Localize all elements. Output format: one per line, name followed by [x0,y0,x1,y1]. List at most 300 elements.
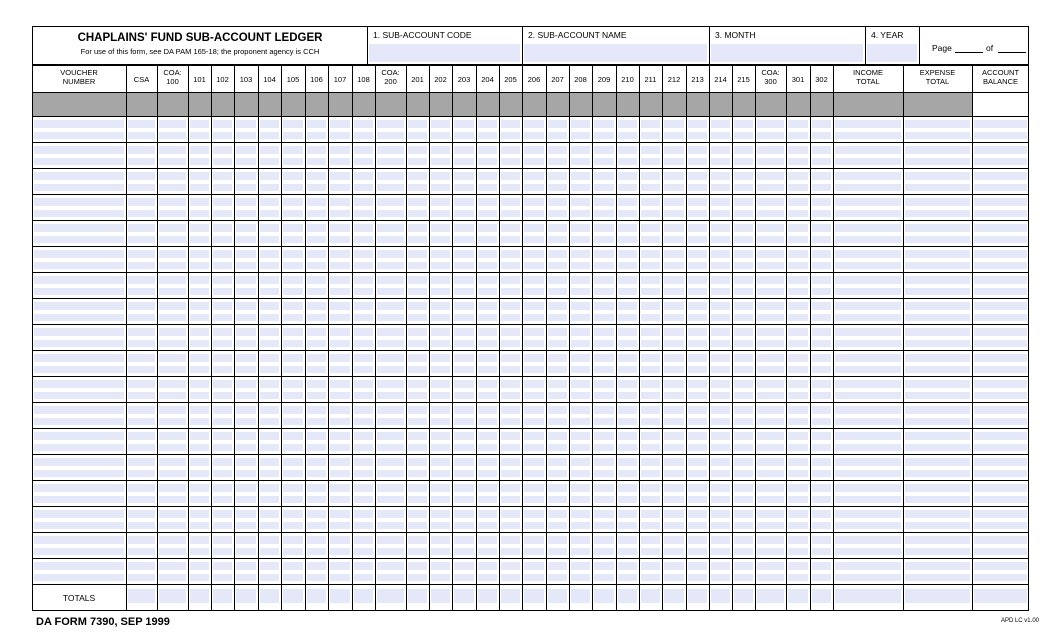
ledger-cell-fill[interactable] [548,262,567,269]
ledger-cell-fill[interactable] [501,366,520,373]
ledger-cell-fill[interactable] [454,224,474,232]
ledger-cell-fill[interactable] [812,184,831,191]
ledger-cell-fill[interactable] [524,198,544,206]
ledger-cell-fill[interactable] [734,548,753,555]
ledger-cell-fill[interactable] [34,380,124,388]
ledger-cell-fill[interactable] [307,418,326,425]
ledger-cell-fill[interactable] [974,262,1027,269]
ledger-cell-fill[interactable] [236,262,256,269]
ledger-cell-fill[interactable] [688,328,707,336]
ledger-cell-fill[interactable] [408,470,427,477]
ledger-cell-fill[interactable] [571,458,590,466]
ledger-cell-fill[interactable] [159,574,186,581]
ledger-cell-fill[interactable] [283,496,303,503]
ledger-cell-fill[interactable] [128,146,155,154]
ledger-cell-fill[interactable] [283,224,303,232]
page-number-input[interactable] [955,52,983,53]
ledger-cell-fill[interactable] [571,288,590,295]
ledger-cell-fill[interactable] [905,262,970,269]
ledger-cell-fill[interactable] [501,276,520,284]
ledger-cell-fill[interactable] [974,288,1027,295]
ledger-cell-fill[interactable] [431,432,450,440]
ledger-cell-fill[interactable] [408,392,427,399]
ledger-cell-fill[interactable] [664,536,684,544]
totals-cell-fill[interactable] [128,589,155,603]
ledger-cell-fill[interactable] [260,470,279,477]
ledger-cell-fill[interactable] [835,146,901,154]
ledger-cell-fill[interactable] [128,562,155,570]
ledger-cell-fill[interactable] [190,484,209,492]
ledger-cell-fill[interactable] [454,132,474,139]
ledger-cell-fill[interactable] [905,250,970,258]
ledger-cell-fill[interactable] [641,510,660,518]
ledger-cell-fill[interactable] [128,340,155,347]
ledger-cell-fill[interactable] [711,522,730,529]
ledger-cell-fill[interactable] [354,120,373,128]
ledger-cell-fill[interactable] [711,172,730,180]
ledger-cell-fill[interactable] [688,224,707,232]
ledger-cell-fill[interactable] [190,198,209,206]
ledger-cell-fill[interactable] [974,496,1027,503]
ledger-cell-fill[interactable] [431,184,450,191]
ledger-cell-fill[interactable] [501,302,520,310]
ledger-cell-fill[interactable] [835,236,901,243]
ledger-cell-fill[interactable] [618,262,637,269]
ledger-cell-fill[interactable] [454,198,474,206]
ledger-cell-fill[interactable] [618,458,637,466]
ledger-cell-fill[interactable] [974,184,1027,191]
ledger-cell-fill[interactable] [159,132,186,139]
ledger-cell-fill[interactable] [213,392,232,399]
ledger-cell-fill[interactable] [734,158,753,165]
ledger-cell-fill[interactable] [283,262,303,269]
ledger-cell-fill[interactable] [501,198,520,206]
ledger-cell-fill[interactable] [408,210,427,217]
ledger-cell-fill[interactable] [711,224,730,232]
ledger-cell-fill[interactable] [835,132,901,139]
ledger-cell-fill[interactable] [571,510,590,518]
ledger-cell-fill[interactable] [734,262,753,269]
ledger-cell-fill[interactable] [34,496,124,503]
ledger-cell-fill[interactable] [307,262,326,269]
ledger-cell-fill[interactable] [478,496,497,503]
ledger-cell-fill[interactable] [159,392,186,399]
ledger-cell-fill[interactable] [307,444,326,451]
ledger-cell-fill[interactable] [664,354,684,362]
ledger-cell-fill[interactable] [478,120,497,128]
ledger-cell-fill[interactable] [571,262,590,269]
ledger-cell-fill[interactable] [711,432,730,440]
ledger-cell-fill[interactable] [34,224,124,232]
ledger-cell-fill[interactable] [159,432,186,440]
ledger-cell-fill[interactable] [788,432,808,440]
ledger-cell-fill[interactable] [236,158,256,165]
ledger-cell-fill[interactable] [34,548,124,555]
ledger-cell-fill[interactable] [618,510,637,518]
ledger-cell-fill[interactable] [236,444,256,451]
ledger-cell-fill[interactable] [812,522,831,529]
ledger-cell-fill[interactable] [260,536,279,544]
ledger-cell-fill[interactable] [128,184,155,191]
ledger-cell-fill[interactable] [734,302,753,310]
ledger-cell-fill[interactable] [330,354,350,362]
ledger-cell-fill[interactable] [34,288,124,295]
ledger-cell-fill[interactable] [431,172,450,180]
ledger-cell-fill[interactable] [974,132,1027,139]
ledger-cell-fill[interactable] [664,562,684,570]
ledger-cell-fill[interactable] [788,380,808,388]
ledger-cell-fill[interactable] [34,366,124,373]
ledger-cell-fill[interactable] [734,470,753,477]
ledger-cell-fill[interactable] [688,132,707,139]
ledger-cell-fill[interactable] [734,146,753,154]
ledger-cell-fill[interactable] [711,276,730,284]
ledger-cell-fill[interactable] [431,210,450,217]
ledger-cell-fill[interactable] [283,314,303,321]
ledger-cell-fill[interactable] [618,236,637,243]
ledger-cell-fill[interactable] [788,198,808,206]
ledger-cell-fill[interactable] [974,432,1027,440]
ledger-cell-fill[interactable] [734,314,753,321]
ledger-cell-fill[interactable] [260,224,279,232]
ledger-cell-fill[interactable] [213,146,232,154]
ledger-cell-fill[interactable] [711,380,730,388]
ledger-cell-fill[interactable] [354,328,373,336]
ledger-cell-fill[interactable] [711,340,730,347]
ledger-cell-fill[interactable] [431,146,450,154]
ledger-cell-fill[interactable] [190,354,209,362]
ledger-cell-fill[interactable] [548,172,567,180]
ledger-cell-fill[interactable] [835,574,901,581]
ledger-cell-fill[interactable] [501,496,520,503]
ledger-cell-fill[interactable] [236,340,256,347]
ledger-cell-fill[interactable] [478,172,497,180]
ledger-cell-fill[interactable] [641,536,660,544]
ledger-cell-fill[interactable] [431,418,450,425]
ledger-cell-fill[interactable] [283,432,303,440]
ledger-cell-fill[interactable] [664,158,684,165]
ledger-cell-fill[interactable] [734,276,753,284]
ledger-cell-fill[interactable] [641,224,660,232]
ledger-cell-fill[interactable] [159,198,186,206]
ledger-cell-fill[interactable] [688,562,707,570]
ledger-cell-fill[interactable] [641,236,660,243]
ledger-cell-fill[interactable] [431,536,450,544]
ledger-cell-fill[interactable] [688,354,707,362]
ledger-cell-fill[interactable] [34,198,124,206]
ledger-cell-fill[interactable] [905,574,970,581]
ledger-cell-fill[interactable] [664,314,684,321]
ledger-cell-fill[interactable] [354,574,373,581]
ledger-cell-fill[interactable] [190,380,209,388]
ledger-cell-fill[interactable] [260,262,279,269]
ledger-cell-fill[interactable] [757,432,784,440]
ledger-cell-fill[interactable] [128,314,155,321]
ledger-cell-fill[interactable] [757,510,784,518]
ledger-cell-fill[interactable] [711,354,730,362]
ledger-cell-fill[interactable] [454,496,474,503]
ledger-cell-fill[interactable] [377,250,404,258]
ledger-cell-fill[interactable] [213,496,232,503]
ledger-cell-fill[interactable] [974,314,1027,321]
ledger-cell-fill[interactable] [905,496,970,503]
ledger-cell-fill[interactable] [260,574,279,581]
ledger-cell-fill[interactable] [307,184,326,191]
totals-cell-fill[interactable] [190,589,209,603]
ledger-cell-fill[interactable] [377,418,404,425]
ledger-cell-fill[interactable] [213,418,232,425]
ledger-cell-fill[interactable] [594,120,614,128]
ledger-cell-fill[interactable] [711,210,730,217]
ledger-cell-fill[interactable] [354,184,373,191]
ledger-cell-fill[interactable] [571,158,590,165]
ledger-cell-fill[interactable] [571,522,590,529]
ledger-cell-fill[interactable] [128,158,155,165]
ledger-cell-fill[interactable] [454,444,474,451]
ledger-cell-fill[interactable] [734,236,753,243]
ledger-cell-fill[interactable] [408,236,427,243]
ledger-cell-fill[interactable] [688,548,707,555]
ledger-cell-fill[interactable] [711,146,730,154]
ledger-cell-fill[interactable] [260,380,279,388]
ledger-cell-fill[interactable] [524,536,544,544]
ledger-cell-fill[interactable] [478,522,497,529]
ledger-cell-fill[interactable] [905,380,970,388]
ledger-cell-fill[interactable] [548,184,567,191]
ledger-cell-fill[interactable] [618,146,637,154]
ledger-cell-fill[interactable] [283,158,303,165]
ledger-cell-fill[interactable] [711,158,730,165]
ledger-cell-fill[interactable] [974,120,1027,128]
ledger-cell-fill[interactable] [757,262,784,269]
ledger-cell-fill[interactable] [34,392,124,399]
ledger-cell-fill[interactable] [354,146,373,154]
totals-cell-fill[interactable] [757,589,784,603]
ledger-cell-fill[interactable] [548,328,567,336]
ledger-cell-fill[interactable] [664,328,684,336]
ledger-cell-fill[interactable] [307,146,326,154]
ledger-cell-fill[interactable] [159,470,186,477]
ledger-cell-fill[interactable] [501,380,520,388]
ledger-cell-fill[interactable] [307,392,326,399]
ledger-cell-fill[interactable] [501,406,520,414]
totals-cell-fill[interactable] [594,589,614,603]
ledger-cell-fill[interactable] [905,392,970,399]
ledger-cell-fill[interactable] [571,354,590,362]
ledger-cell-fill[interactable] [905,548,970,555]
ledger-cell-fill[interactable] [641,250,660,258]
ledger-cell-fill[interactable] [664,224,684,232]
ledger-cell-fill[interactable] [408,262,427,269]
ledger-cell-fill[interactable] [974,510,1027,518]
ledger-cell-fill[interactable] [788,574,808,581]
ledger-cell-fill[interactable] [641,522,660,529]
ledger-cell-fill[interactable] [688,406,707,414]
ledger-cell-fill[interactable] [734,172,753,180]
ledger-cell-fill[interactable] [260,210,279,217]
ledger-cell-fill[interactable] [618,132,637,139]
ledger-cell-fill[interactable] [377,184,404,191]
ledger-cell-fill[interactable] [711,458,730,466]
ledger-cell-fill[interactable] [812,574,831,581]
ledger-cell-fill[interactable] [478,470,497,477]
ledger-cell-fill[interactable] [283,444,303,451]
ledger-cell-fill[interactable] [501,522,520,529]
ledger-cell-fill[interactable] [213,120,232,128]
ledger-cell-fill[interactable] [641,562,660,570]
ledger-cell-fill[interactable] [478,328,497,336]
ledger-cell-fill[interactable] [664,432,684,440]
ledger-cell-fill[interactable] [641,496,660,503]
ledger-cell-fill[interactable] [812,496,831,503]
ledger-cell-fill[interactable] [974,158,1027,165]
ledger-cell-fill[interactable] [835,354,901,362]
ledger-cell-fill[interactable] [688,198,707,206]
ledger-cell-fill[interactable] [307,496,326,503]
ledger-cell-fill[interactable] [454,458,474,466]
ledger-cell-fill[interactable] [711,470,730,477]
ledger-cell-fill[interactable] [190,548,209,555]
ledger-cell-fill[interactable] [571,250,590,258]
ledger-cell-fill[interactable] [571,198,590,206]
totals-cell-fill[interactable] [711,589,730,603]
ledger-cell-fill[interactable] [478,406,497,414]
ledger-cell-fill[interactable] [408,574,427,581]
ledger-cell-fill[interactable] [688,496,707,503]
ledger-cell-fill[interactable] [307,380,326,388]
ledger-cell-fill[interactable] [478,262,497,269]
totals-cell-fill[interactable] [307,589,326,603]
ledger-cell-fill[interactable] [788,210,808,217]
ledger-cell-fill[interactable] [377,444,404,451]
ledger-cell-fill[interactable] [307,198,326,206]
ledger-cell-fill[interactable] [524,458,544,466]
ledger-cell-fill[interactable] [377,522,404,529]
ledger-cell-fill[interactable] [548,354,567,362]
ledger-cell-fill[interactable] [431,354,450,362]
ledger-cell-fill[interactable] [812,328,831,336]
ledger-cell-fill[interactable] [594,172,614,180]
ledger-cell-fill[interactable] [354,510,373,518]
ledger-cell-fill[interactable] [571,444,590,451]
ledger-cell-fill[interactable] [548,418,567,425]
ledger-cell-fill[interactable] [128,484,155,492]
ledger-cell-fill[interactable] [664,510,684,518]
ledger-cell-fill[interactable] [594,302,614,310]
ledger-cell-fill[interactable] [307,340,326,347]
ledger-cell-fill[interactable] [159,406,186,414]
ledger-cell-fill[interactable] [283,366,303,373]
ledger-cell-fill[interactable] [34,250,124,258]
ledger-cell-fill[interactable] [734,522,753,529]
ledger-cell-fill[interactable] [408,340,427,347]
ledger-cell-fill[interactable] [283,198,303,206]
ledger-cell-fill[interactable] [548,470,567,477]
ledger-cell-fill[interactable] [478,132,497,139]
ledger-cell-fill[interactable] [835,562,901,570]
ledger-cell-fill[interactable] [190,146,209,154]
ledger-cell-fill[interactable] [641,406,660,414]
ledger-cell-fill[interactable] [618,366,637,373]
ledger-cell-fill[interactable] [478,444,497,451]
ledger-cell-fill[interactable] [354,262,373,269]
ledger-cell-fill[interactable] [734,562,753,570]
ledger-cell-fill[interactable] [664,172,684,180]
ledger-cell-fill[interactable] [478,574,497,581]
totals-cell-fill[interactable] [788,589,808,603]
ledger-cell-fill[interactable] [260,158,279,165]
ledger-cell-fill[interactable] [431,262,450,269]
ledger-cell-fill[interactable] [330,172,350,180]
ledger-cell-fill[interactable] [974,380,1027,388]
ledger-cell-fill[interactable] [128,496,155,503]
ledger-cell-fill[interactable] [548,314,567,321]
ledger-cell-fill[interactable] [618,392,637,399]
totals-cell-fill[interactable] [734,589,753,603]
ledger-cell-fill[interactable] [330,302,350,310]
ledger-cell-fill[interactable] [688,236,707,243]
ledger-cell-fill[interactable] [454,406,474,414]
ledger-cell-fill[interactable] [641,302,660,310]
ledger-cell-fill[interactable] [128,392,155,399]
ledger-cell-fill[interactable] [159,366,186,373]
ledger-cell-fill[interactable] [812,158,831,165]
ledger-cell-fill[interactable] [330,392,350,399]
ledger-cell-fill[interactable] [524,380,544,388]
ledger-cell-fill[interactable] [236,198,256,206]
ledger-cell-fill[interactable] [688,432,707,440]
ledger-cell-fill[interactable] [641,354,660,362]
ledger-cell-fill[interactable] [377,484,404,492]
ledger-cell-fill[interactable] [618,418,637,425]
ledger-cell-fill[interactable] [594,314,614,321]
ledger-cell-fill[interactable] [524,210,544,217]
ledger-cell-fill[interactable] [571,418,590,425]
ledger-cell-fill[interactable] [283,406,303,414]
ledger-cell-fill[interactable] [641,484,660,492]
ledger-cell-fill[interactable] [711,262,730,269]
ledger-cell-fill[interactable] [905,288,970,295]
ledger-cell-fill[interactable] [618,548,637,555]
ledger-cell-fill[interactable] [974,444,1027,451]
ledger-cell-fill[interactable] [408,120,427,128]
ledger-cell-fill[interactable] [431,314,450,321]
ledger-cell-fill[interactable] [571,302,590,310]
ledger-cell-fill[interactable] [236,120,256,128]
ledger-cell-fill[interactable] [354,418,373,425]
ledger-cell-fill[interactable] [377,198,404,206]
ledger-cell-fill[interactable] [524,302,544,310]
ledger-cell-fill[interactable] [757,224,784,232]
ledger-cell-fill[interactable] [128,432,155,440]
ledger-cell-fill[interactable] [812,314,831,321]
ledger-cell-fill[interactable] [688,146,707,154]
ledger-cell-fill[interactable] [431,132,450,139]
ledger-cell-fill[interactable] [34,276,124,284]
ledger-cell-fill[interactable] [688,314,707,321]
year-field[interactable] [865,27,919,64]
ledger-cell-fill[interactable] [159,340,186,347]
ledger-cell-fill[interactable] [664,484,684,492]
ledger-cell-fill[interactable] [664,132,684,139]
ledger-cell-fill[interactable] [377,392,404,399]
ledger-cell-fill[interactable] [641,262,660,269]
totals-cell-fill[interactable] [501,589,520,603]
ledger-cell-fill[interactable] [711,120,730,128]
ledger-cell-fill[interactable] [377,548,404,555]
ledger-cell-fill[interactable] [757,314,784,321]
ledger-cell-fill[interactable] [757,250,784,258]
